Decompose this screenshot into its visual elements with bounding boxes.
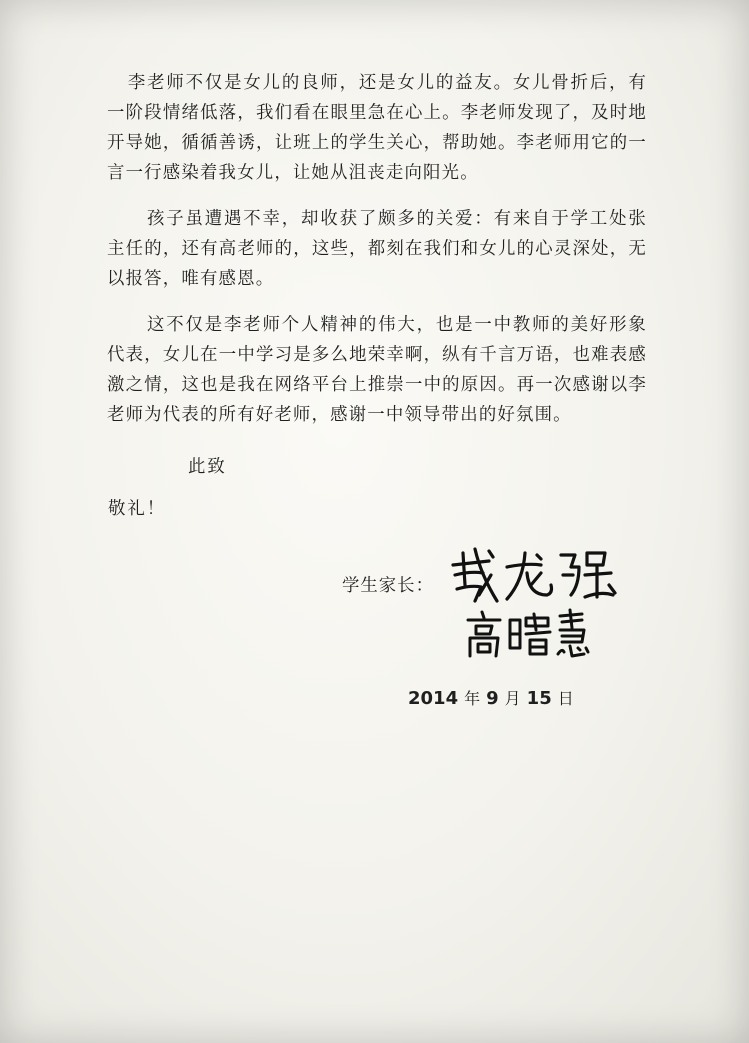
date-year: 2014 <box>408 688 459 709</box>
date-month-unit: 月 <box>504 689 521 708</box>
date-year-unit: 年 <box>464 689 481 708</box>
signature-label: 学生家长： <box>342 576 434 596</box>
letter-body <box>107 68 647 446</box>
letter-date <box>408 686 580 709</box>
date-day: 15 <box>526 688 552 709</box>
handwritten-signature-2 <box>462 608 592 660</box>
paragraph-1: 李老师不仅是女儿的良师，还是女儿的益友。女儿骨折后，有一阶段情绪低落，我们看在眼里急在心上。李老师发现了，及时地开导她，循循善诱，让班上的学生关心，帮助她。李老师用它的一言一行感染着我女儿，让她从沮丧走向阳光。 <box>107 73 647 183</box>
closing-text: 此致 <box>188 457 227 477</box>
paragraph-3: 这不仅是李老师个人精神的伟大，也是一中教师的美好形象代表，女儿在一中学习是多么地荣幸啊，纵有千言万语，也难表感激之情，这也是我在网络平台上推崇一中的原因。再一次感谢以李老师为代表的所有好老师，感谢一中领导带出的好氛围。 <box>107 315 647 425</box>
date-month: 9 <box>486 688 499 709</box>
handwritten-signature-1 <box>445 545 620 607</box>
date-day-unit: 日 <box>557 689 574 708</box>
paragraph-2: 孩子虽遭遇不幸，却收获了颇多的关爱：有来自于学工处张主任的，还有高老师的，这些，都刻在我们和女儿的心灵深处，无以报答，唯有感恩。 <box>107 209 647 289</box>
salutation-text: 敬礼！ <box>108 499 167 519</box>
